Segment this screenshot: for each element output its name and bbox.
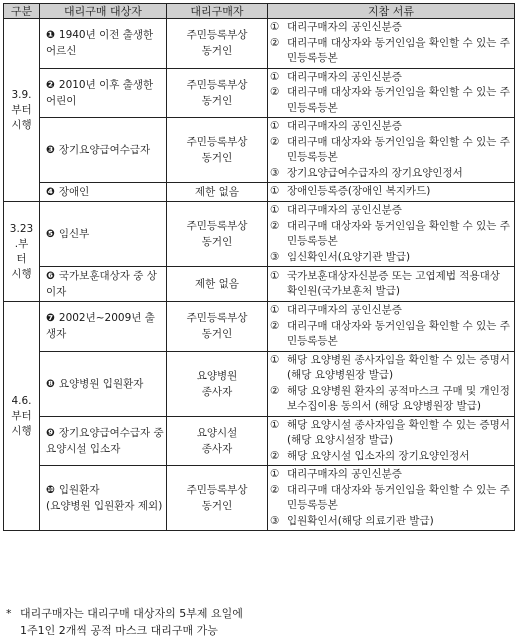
table-row: [4, 416, 515, 466]
document-number: ②: [270, 319, 280, 332]
documents-cell: [268, 416, 515, 466]
document-text: 입원확인서(해당 의료기관 발급): [287, 514, 434, 527]
target-label: 2002년~2009년 출생자: [46, 312, 155, 341]
purchaser-cell: 주민등록부상 동거인: [167, 118, 268, 183]
document-number: ①: [270, 418, 280, 431]
period-cell: 4.6. 부터 시행: [4, 302, 40, 531]
document-item: [270, 303, 512, 319]
document-item: [270, 184, 512, 200]
header-documents: 지참 서류: [268, 4, 515, 19]
table-row: [4, 202, 515, 267]
target-cell: [40, 416, 167, 466]
row-number-mark: ❼: [46, 312, 55, 325]
document-number: ②: [270, 36, 280, 49]
document-number: ②: [270, 449, 280, 462]
document-item: [270, 269, 512, 300]
target-cell: [40, 118, 167, 183]
proxy-purchase-table: [3, 3, 515, 531]
row-number-mark: ❾: [46, 426, 55, 439]
document-item: [270, 467, 512, 483]
purchaser-cell: 주민등록부상 동거인: [167, 19, 268, 69]
document-number: ①: [270, 269, 280, 282]
document-number: ②: [270, 219, 280, 232]
table-row: [4, 302, 515, 352]
document-number: ①: [270, 70, 280, 83]
table-row: [4, 19, 515, 69]
row-number-mark: ❷: [46, 78, 55, 91]
target-label: 장애인: [58, 186, 90, 198]
documents-cell: [268, 118, 515, 183]
target-label: 장기요양급여수급자: [58, 144, 151, 156]
document-number: ①: [270, 185, 280, 198]
purchaser-cell: 제한 없음: [167, 183, 268, 202]
document-item: [270, 514, 512, 530]
documents-cell: [268, 68, 515, 118]
document-number: ①: [270, 353, 280, 366]
footnote-line-1: 대리구매자는 대리구매 대상자의 5부제 요일에: [20, 607, 243, 620]
document-number: ②: [270, 483, 280, 496]
row-number-mark: ❸: [46, 144, 55, 156]
header-row: [4, 4, 515, 19]
target-cell: [40, 183, 167, 202]
document-number: ①: [270, 21, 280, 33]
purchaser-cell: 주민등록부상 동거인: [167, 68, 268, 118]
documents-cell: [268, 202, 515, 267]
document-item: [270, 119, 512, 135]
row-number-mark: ❺: [46, 228, 55, 240]
row-number-mark: ❽: [46, 377, 55, 390]
document-number: ①: [270, 204, 280, 216]
document-text: 해당 요양병원 종사자임을 확인할 수 있는 증명서(해당 요양병원장 발급): [287, 353, 510, 381]
document-number: ①: [270, 120, 280, 132]
table-row: [4, 466, 515, 531]
target-label: 요양병원 입원환자: [58, 377, 144, 390]
table-row: [4, 118, 515, 183]
document-text: 대리구매자의 공인신분증: [287, 70, 402, 83]
target-label: 2010년 이후 출생한 어린이: [46, 78, 154, 107]
footnote: [6, 605, 243, 639]
document-number: ②: [270, 86, 280, 98]
table-row: [4, 68, 515, 118]
document-number: ③: [270, 250, 280, 263]
target-cell: [40, 466, 167, 531]
table-row: [4, 183, 515, 202]
purchaser-cell: 주민등록부상 동거인: [167, 302, 268, 352]
document-text: 대리구매 대상자와 동거인임을 확인할 수 있는 주민등록등본: [287, 483, 510, 511]
document-item: [270, 85, 512, 116]
document-text: 국가보훈대상자신분증 또는 고엽제법 적용대상 확인원(국가보훈처 발급): [287, 269, 500, 297]
document-text: 장애인등록증(장애인 복지카드): [287, 185, 431, 198]
documents-cell: [268, 183, 515, 202]
purchaser-cell: 요양시설 종사자: [167, 416, 268, 466]
period-cell: 3.9. 부터 시행: [4, 19, 40, 202]
target-cell: [40, 202, 167, 267]
target-cell: [40, 19, 167, 69]
header-purchaser: 대리구매자: [167, 4, 268, 19]
document-text: 대리구매자의 공인신분증: [287, 468, 402, 480]
target-cell: [40, 302, 167, 352]
document-item: [270, 250, 512, 266]
document-item: [270, 449, 512, 465]
document-number: ②: [270, 135, 280, 148]
document-number: ③: [270, 514, 280, 527]
document-text: 대리구매 대상자와 동거인임을 확인할 수 있는 주민등록등본: [287, 135, 510, 163]
document-text: 대리구매자의 공인신분증: [287, 21, 402, 33]
document-text: 대리구매 대상자와 동거인임을 확인할 수 있는 주민등록등본: [287, 219, 510, 247]
documents-cell: [268, 19, 515, 69]
document-text: 대리구매자의 공인신분증: [287, 120, 402, 132]
header-target: 대리구매 대상자: [40, 4, 167, 19]
document-item: [270, 384, 512, 415]
row-number-mark: ❶: [46, 29, 55, 42]
row-number-mark: ❿: [46, 484, 55, 496]
document-item: [270, 203, 512, 219]
document-item: [270, 135, 512, 166]
period-cell: 3.23 .부 터 시행: [4, 202, 40, 302]
document-number: ③: [270, 166, 280, 179]
document-text: 임신확인서(요양기관 발급): [287, 250, 411, 263]
document-item: [270, 319, 512, 350]
purchaser-cell: 제한 없음: [167, 267, 268, 302]
target-label: 입원환자 (요양병원 입원환자 제외): [46, 484, 163, 512]
document-text: 해당 요양병원 환자의 공적마스크 구매 및 개인정보수집이용 동의서 (해당 요양병원장 발급): [287, 384, 510, 412]
documents-cell: [268, 302, 515, 352]
document-item: [270, 166, 512, 182]
target-label: 1940년 이전 출생한 어르신: [46, 29, 154, 58]
footnote-line-2: 1주1인 2개씩 공적 마스크 대리구매 가능: [20, 624, 218, 637]
target-label: 임신부: [58, 228, 90, 240]
document-number: ②: [270, 384, 280, 397]
document-item: [270, 483, 512, 514]
documents-cell: [268, 267, 515, 302]
purchaser-cell: 주민등록부상 동거인: [167, 466, 268, 531]
document-text: 대리구매 대상자와 동거인임을 확인할 수 있는 주민등록등본: [287, 36, 510, 64]
document-item: [270, 418, 512, 449]
target-label: 국가보훈대상자 중 상이자: [46, 270, 157, 298]
target-cell: [40, 351, 167, 416]
target-label: 장기요양급여수급자 중 요양시설 입소자: [46, 426, 164, 455]
document-text: 대리구매자의 공인신분증: [287, 204, 402, 216]
table-body: [4, 19, 515, 531]
document-item: [270, 353, 512, 384]
document-text: 대리구매 대상자와 동거인임을 확인할 수 있는 주민등록등본: [287, 319, 510, 347]
row-number-mark: ❻: [46, 270, 55, 282]
footnote-star: *: [6, 607, 12, 620]
documents-cell: [268, 466, 515, 531]
target-cell: [40, 68, 167, 118]
document-text: 해당 요양시설 종사자임을 확인할 수 있는 증명서(해당 요양시설장 발급): [287, 418, 510, 446]
document-item: [270, 20, 512, 36]
target-cell: [40, 267, 167, 302]
documents-cell: [268, 351, 515, 416]
purchaser-cell: 주민등록부상 동거인: [167, 202, 268, 267]
row-number-mark: ❹: [46, 186, 55, 198]
header-period: 구분: [4, 4, 40, 19]
table-row: [4, 267, 515, 302]
table-row: [4, 351, 515, 416]
document-text: 장기요양급여수급자의 장기요양인정서: [287, 166, 463, 179]
document-text: 대리구매자의 공인신분증: [287, 304, 402, 316]
document-item: [270, 219, 512, 250]
document-text: 해당 요양시설 입소자의 장기요양인정서: [287, 449, 470, 462]
document-number: ①: [270, 468, 280, 480]
document-number: ①: [270, 304, 280, 316]
purchaser-cell: 요양병원 종사자: [167, 351, 268, 416]
document-item: [270, 36, 512, 67]
document-item: [270, 70, 512, 86]
document-text: 대리구매 대상자와 동거인임을 확인할 수 있는 주민등록등본: [287, 86, 510, 114]
